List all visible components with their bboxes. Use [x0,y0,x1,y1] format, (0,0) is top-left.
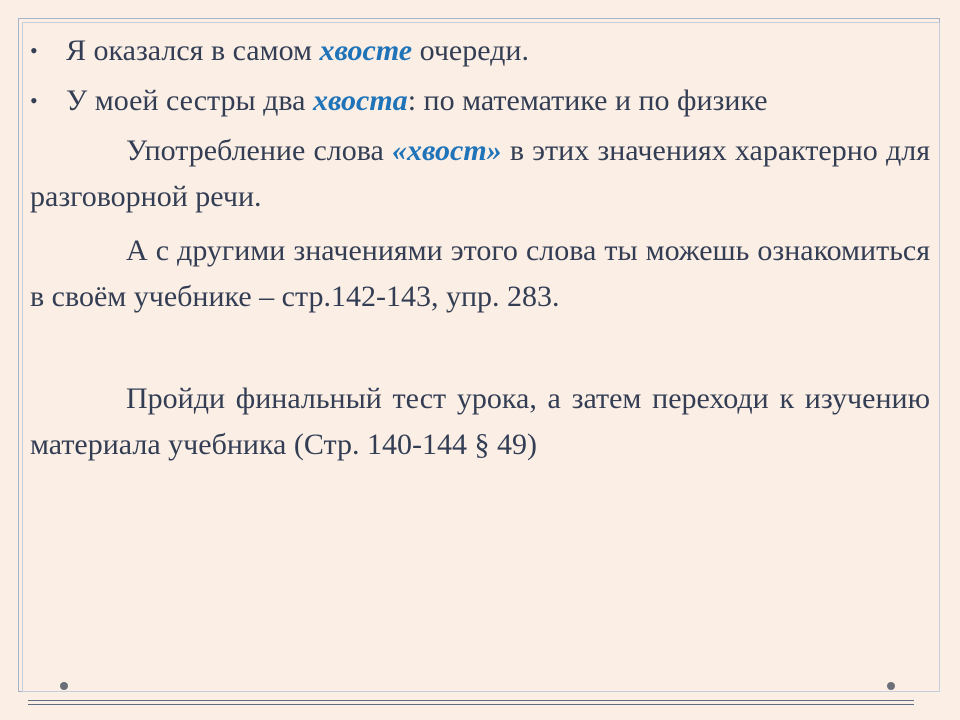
bullet-text-after: : по математике и по физике [407,84,768,117]
spacer [30,320,930,376]
paragraph-textbook: А с другими значениями этого слова ты можешь ознакомиться в своём учебнике – стр.142-143, упр. 283. [30,234,930,313]
highlighted-keyword: хвосте [319,34,413,67]
corner-dot [887,682,895,690]
bottom-rule [28,700,914,701]
bullet-text-before: У моей сестры два [66,84,314,117]
highlighted-keyword: хвоста [313,84,408,117]
corner-dot [60,682,68,690]
bullet-item-1 [30,28,930,74]
bullet-marker: • [30,88,38,113]
paragraph-usage [30,128,930,220]
highlighted-keyword: «хвост» [392,134,502,167]
paragraph-text-after: в этих значениях характерно для разговорной речи. [30,134,930,213]
bullet-text-before: Я оказался в самом [66,34,320,67]
bullet-text-after: очереди. [412,34,529,67]
slide-content [30,28,930,468]
paragraph-text-before: Употребление слова [126,134,392,167]
bullet-item-2 [30,78,930,124]
paragraph-final: Пройди финальный тест урока, а затем переходи к изучению материала учебника (Стр. 140-144 § 49) [30,382,930,461]
bullet-marker: • [30,38,38,63]
bottom-rule [28,704,914,705]
